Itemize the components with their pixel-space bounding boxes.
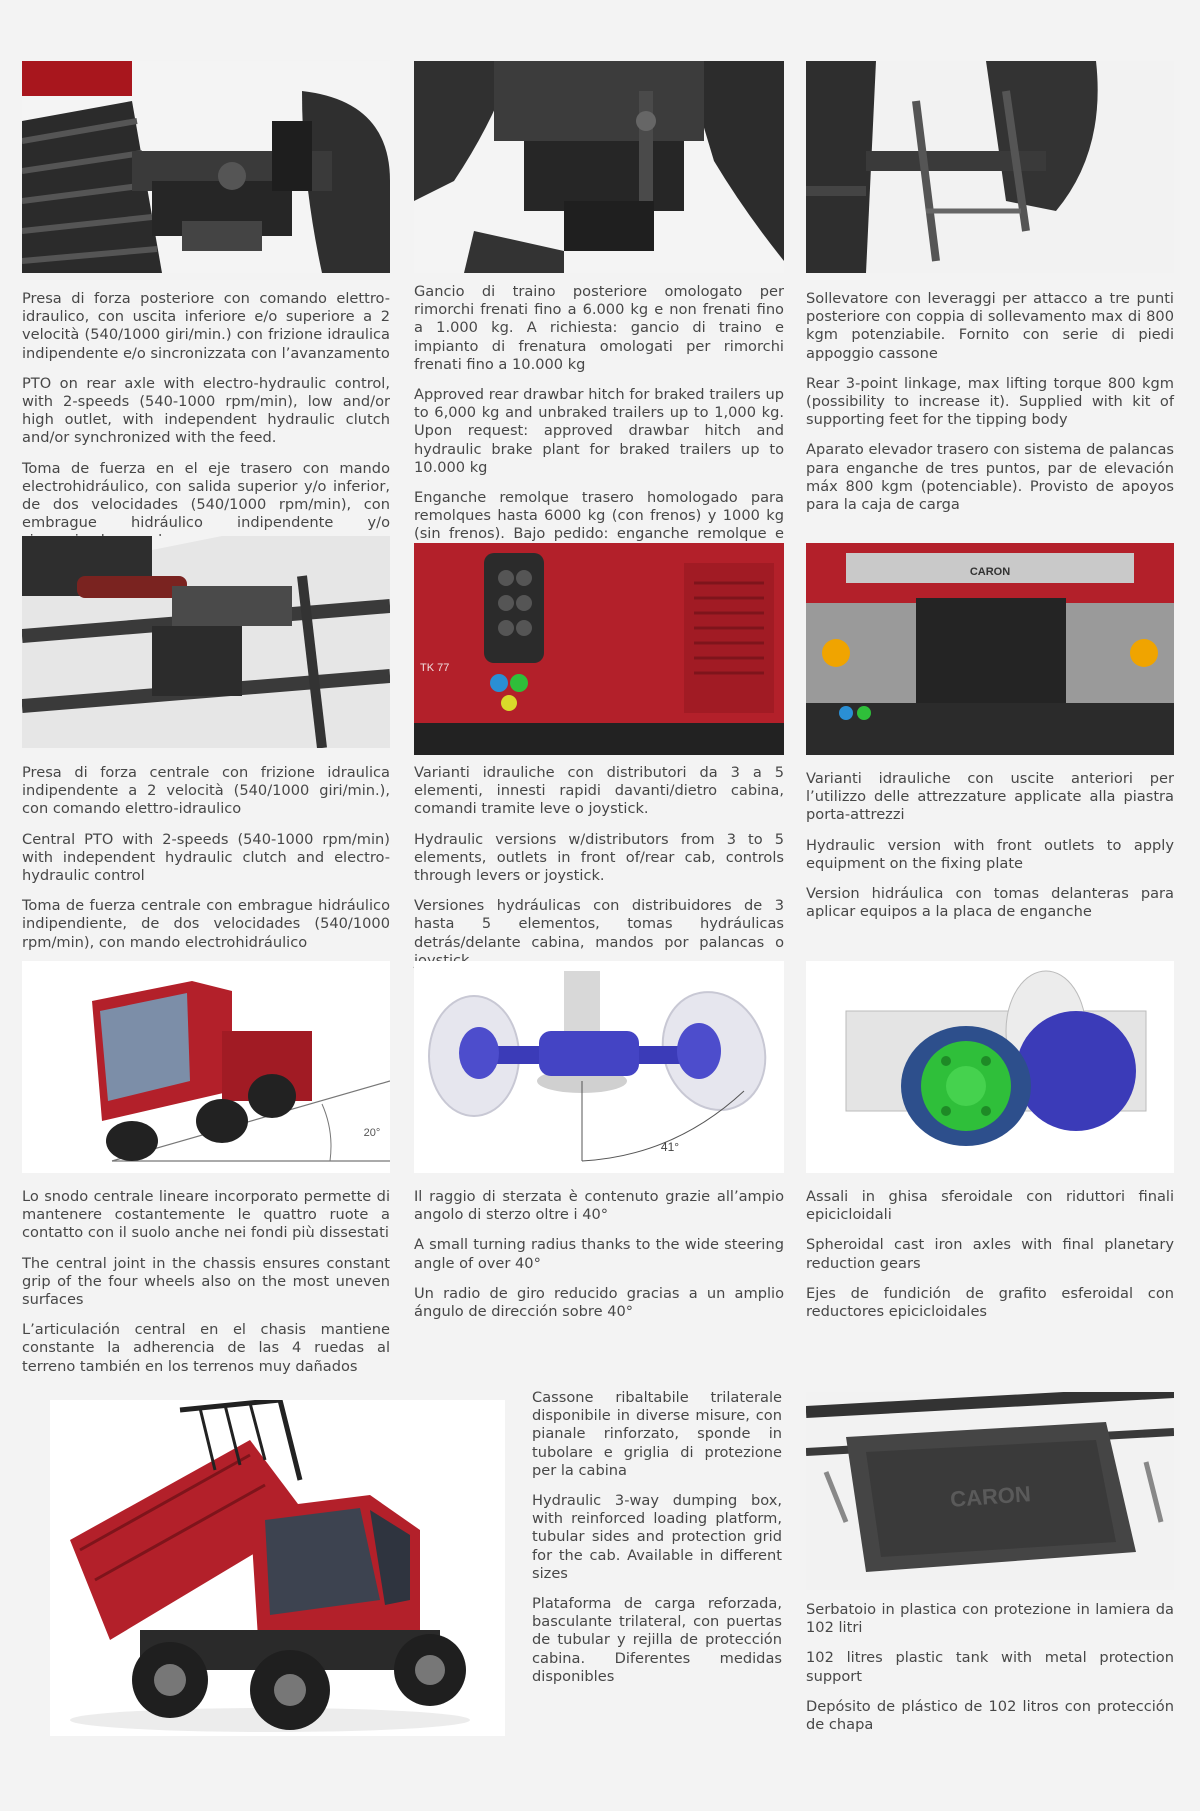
- fuel-tank-it: Serbatoio in plastica con protezione in lamiera da 102 litri: [806, 1601, 1174, 1637]
- rear-hitch-illustration: [414, 61, 784, 273]
- text-rear-hitch: [414, 283, 784, 580]
- rear-pto-es: Toma de fuerza en el eje trasero con mando electrohidráulico, con salida superior y/o inferior, de dos velocidades (540/1000 rpm/min), con embrague hidráulico indipendente y/o: [22, 459, 390, 532]
- central-pto-es: Toma de fuerza centrale con embrague hidráulico indipendiente, de dos velocidades (540/1000 rpm/min), con mando electrohidráulico: [22, 897, 390, 951]
- text-fuel-tank: [806, 1601, 1174, 1734]
- hydraulic-distributors-es: Versiones hydráulicas con distribuidores de 3 hasta 5 elementos, tomas hydráulicas detrás/delante cabina, mandos por palancas o: [414, 897, 784, 951]
- central-pto-illustration: [22, 536, 390, 748]
- photo-rear-pto: [22, 61, 390, 273]
- steering-illustration: [414, 961, 784, 1173]
- model-badge: TK 77: [420, 662, 450, 674]
- central-pto-it: Presa di forza centrale con frizione idraulica indipendente a 2 velocità (540/1000 giri/min.), con comando elettro-idraulico: [22, 764, 390, 818]
- steering-en: A small turning radius thanks to the wide steering angle of over 40°: [414, 1236, 784, 1272]
- photo-rear-lift: [806, 61, 1174, 273]
- rear-hitch-es: Enganche remolque trasero homologado para remolques hasta 6000 kg (con frenos) y 1000 kg (sin frenos). Bajo pedido: enganche remolque e: [414, 489, 784, 543]
- front-outlets-it: Varianti idrauliche con uscite anteriori per l’utilizzo delle attrezzature applicate alla piastra porta-attrezzi: [806, 770, 1174, 824]
- photo-hydraulic-distributors: [414, 543, 784, 755]
- dumping-box-vehicle-illustration: [50, 1400, 505, 1736]
- text-central-pto: [22, 764, 390, 952]
- hydraulic-distributors-illustration: [414, 543, 784, 755]
- dumping-box-it: Cassone ribaltabile trilaterale disponibile in diverse misure, con pianale rinforzato, sponde in tubolare e griglia di protezione per la cabina: [532, 1389, 782, 1479]
- photo-steering: [414, 961, 784, 1173]
- rear-hitch-en: Approved rear drawbar hitch for braked trailers up to 6,000 kg and unbraked trailers up to 1,000 kg. Upon request: approved drawbar hitch and hydraulic brake plant for braked trailers up to 10.000 kg: [414, 386, 784, 476]
- fuel-tank-es: Depósito de plástico de 102 litros con protección de chapa: [806, 1697, 1174, 1734]
- hydraulic-distributors-en: Hydraulic versions w/distributors from 3 to 5 elements, outlets in front of/rear cab, controls through levers or joystick.: [414, 830, 784, 885]
- photo-central-joint: [22, 961, 390, 1173]
- photo-rear-hitch: [414, 61, 784, 273]
- tilt-angle-label: 20°: [363, 1127, 381, 1139]
- central-joint-es: L’articulación central en el chasis mantiene constante la adherencia de las 4 ruedas al terreno también en los terrenos muy dañados: [22, 1321, 390, 1375]
- text-central-joint: [22, 1188, 390, 1376]
- photo-axles: [806, 961, 1174, 1173]
- text-axles: [806, 1188, 1174, 1321]
- axles-it: Assali in ghisa sferoidale con riduttori finali epicicloidali: [806, 1188, 1174, 1224]
- dumping-box-en: Hydraulic 3-way dumping box, with reinforced loading platform, tubular sides and protection grid for the cab. Available in different sizes: [532, 1492, 782, 1582]
- central-pto-en: Central PTO with 2-speeds (540-1000 rpm/min) with independent hydraulic clutch and electro-hydraulic control: [22, 830, 390, 885]
- axles-en: Spheroidal cast iron axles with final planetary reduction gears: [806, 1236, 1174, 1272]
- hydraulic-distributors-it: Varianti idrauliche con distributori da 3 a 5 elementi, innesti rapidi davanti/dietro cabina, comandi tramite leve o joystick.: [414, 764, 784, 818]
- photo-dumping-box-vehicle: [50, 1400, 505, 1736]
- front-outlets-es: Version hidráulica con tomas delanteras para aplicar equipos a la placa de enganche: [806, 885, 1174, 921]
- rear-hitch-it: Gancio di traino posteriore omologato per rimorchi frenati fino a 6.000 kg e non frenati fino a 1.000 kg. A richiesta: gancio di traino e impianto di frenatura omologati per rimorchi frenati fino a 10.000 kg: [414, 283, 784, 373]
- front-outlets-en: Hydraulic version with front outlets to apply equipment on the fixing plate: [806, 836, 1174, 872]
- steering-angle-label: 41°: [660, 1140, 680, 1154]
- rear-lift-illustration: [806, 61, 1174, 273]
- grille-badge: CARON: [969, 566, 1011, 578]
- rear-pto-illustration: [22, 61, 390, 273]
- fuel-tank-illustration: [806, 1392, 1174, 1590]
- photo-central-pto: [22, 536, 390, 748]
- text-steering: [414, 1188, 784, 1321]
- rear-pto-en: PTO on rear axle with electro-hydraulic control, with 2-speeds (540-1000 rpm/min), low and/or high outlet, with independent hydraulic clutch and/or synchronized with the feed.: [22, 374, 390, 447]
- text-rear-pto: [22, 290, 390, 551]
- text-rear-lift: [806, 290, 1174, 514]
- rear-lift-en: Rear 3-point linkage, max lifting torque 800 kgm (possibility to increase it). Supplied with kit of supporting feet for the tipping body: [806, 374, 1174, 429]
- photo-front-outlets: [806, 543, 1174, 755]
- photo-fuel-tank: [806, 1392, 1174, 1590]
- steering-it: Il raggio di sterzata è contenuto grazie all’ampio angolo di sterzo oltre i 40°: [414, 1188, 784, 1224]
- fuel-tank-en: 102 litres plastic tank with metal protection support: [806, 1649, 1174, 1685]
- steering-es: Un radio de giro reducido gracias a un amplio ángulo de dirección sobre 40°: [414, 1284, 784, 1321]
- dumping-box-es: Plataforma de carga reforzada, basculante trilateral, con puertas de tubular y rejilla de protección cabina. Diferentes medidas disponibles: [532, 1595, 782, 1685]
- text-front-outlets: [806, 770, 1174, 921]
- tank-embossing: CARON: [949, 1481, 1032, 1512]
- axles-illustration: [806, 961, 1174, 1173]
- central-joint-en: The central joint in the chassis ensures constant grip of the four wheels also on the most uneven surfaces: [22, 1254, 390, 1309]
- front-outlets-illustration: [806, 543, 1174, 755]
- central-joint-it: Lo snodo centrale lineare incorporato permette di mantenere costantemente le quattro ruote a contatto con il suolo anche nei fondi più dissestati: [22, 1188, 390, 1242]
- text-dumping-box: [532, 1389, 782, 1686]
- central-joint-illustration: [22, 961, 390, 1173]
- rear-pto-it: Presa di forza posteriore con comando elettro-idraulico, con uscita inferiore e/o superiore a 2 velocità (540/1000 giri/min.) con frizione idraulica indipendente e/o sincronizzata con l’avanzamento: [22, 290, 390, 362]
- axles-es: Ejes de fundición de grafito esferoidal con reductores epicicloidales: [806, 1284, 1174, 1321]
- rear-lift-it: Sollevatore con leveraggi per attacco a tre punti posteriore con coppia di sollevamento max di 800 kgm potenziabile. Fornito con serie di piedi appoggio cassone: [806, 290, 1174, 362]
- text-hydraulic-distributors: [414, 764, 784, 970]
- rear-lift-es: Aparato elevador trasero con sistema de palancas para enganche de tres puntos, par de elevación máx 800 kgm (potenciable). Provisto de apoyos para la caja de carga: [806, 441, 1174, 514]
